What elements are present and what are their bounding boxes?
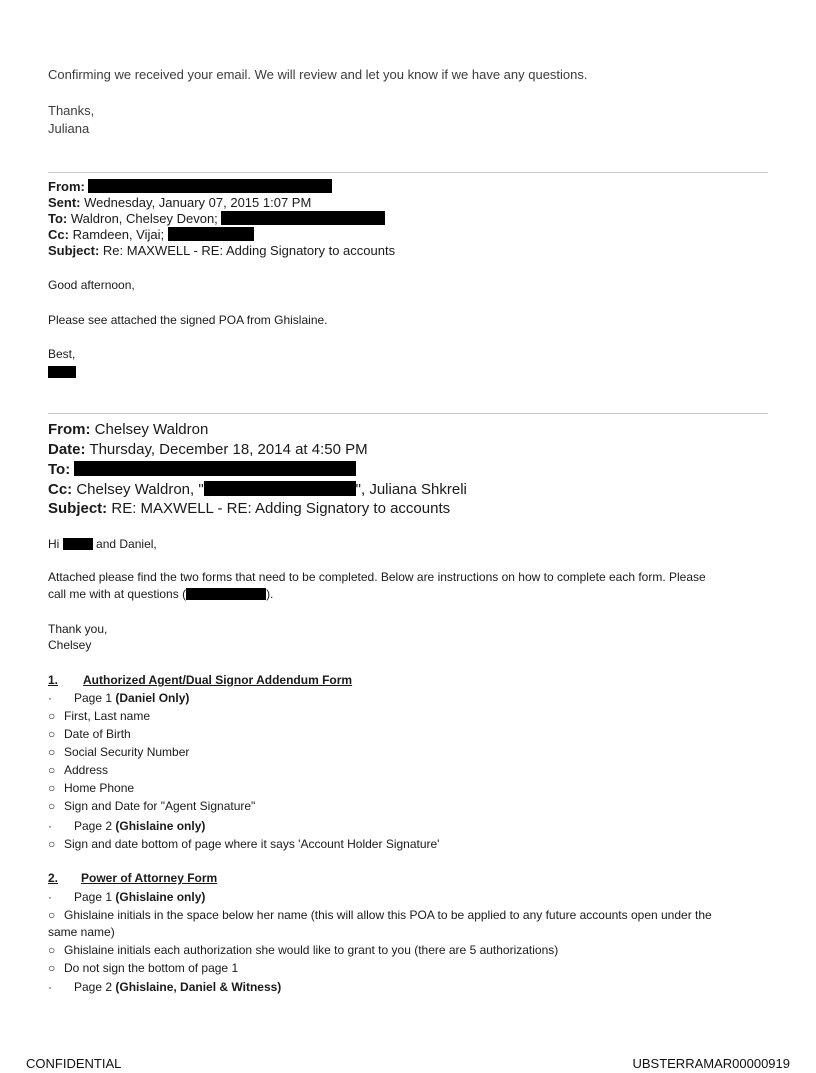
email2-from — [48, 420, 208, 439]
item-text: Sign and Date for "Agent Signature" — [64, 799, 256, 813]
page-label: Page 2 — [74, 980, 116, 994]
bullet-circle: ○ — [48, 837, 56, 851]
redaction — [88, 179, 332, 193]
section2-number: 2. — [48, 871, 59, 885]
redaction — [221, 211, 385, 225]
email2-signature: Chelsey — [48, 638, 92, 652]
to-value: Waldron, Chelsey Devon; — [70, 211, 218, 226]
list-item — [48, 708, 150, 724]
date-label: Date: — [48, 441, 86, 458]
from-label: From: — [48, 179, 85, 194]
redaction — [186, 588, 266, 600]
item-text: Sign and date bottom of page where it says 'Account Holder Signature' — [64, 837, 440, 851]
bullet-dot: · — [48, 890, 52, 904]
bullet-circle: ○ — [48, 799, 56, 813]
footer-bates-number: UBSTERRAMAR00000919 — [632, 1056, 790, 1071]
cc-value-pre: Chelsey Waldron, " — [76, 481, 204, 498]
from-value: Chelsey Waldron — [94, 421, 209, 438]
to-label: To: — [48, 461, 71, 478]
item-text: Do not sign the bottom of page 1 — [64, 961, 239, 975]
email1-cc — [48, 226, 254, 243]
item-text: Address — [64, 763, 109, 777]
section2-title: Power of Attorney Form — [81, 871, 218, 885]
list-item — [48, 780, 134, 796]
list-item — [48, 942, 558, 958]
email1-sent — [48, 194, 311, 211]
sent-label: Sent: — [48, 195, 81, 210]
section2-page2 — [48, 979, 281, 995]
section2-page1 — [48, 889, 205, 905]
item-text: First, Last name — [64, 709, 151, 723]
item-text: Ghislaine initials in the space below her name (this will allow this POA to be applied to any future accounts open under the — [64, 908, 712, 922]
email1-subject — [48, 242, 395, 259]
page-bold: (Ghislaine only) — [115, 890, 206, 904]
cc-value: Ramdeen, Vijai; — [72, 227, 165, 242]
redaction — [63, 538, 93, 550]
greeting-post: and Daniel, — [96, 537, 157, 551]
redaction — [74, 461, 356, 476]
email2-thanks: Thank you, — [48, 622, 108, 636]
email1-to — [48, 210, 385, 227]
list-item — [48, 762, 108, 778]
list-item — [48, 744, 189, 760]
email2-to — [48, 460, 356, 479]
section1-title: Authorized Agent/Dual Signor Addendum Form — [83, 673, 353, 687]
from-label: From: — [48, 421, 91, 438]
email2-cc — [48, 480, 467, 499]
item-text: Home Phone — [64, 781, 135, 795]
subject-value: RE: MAXWELL - RE: Adding Signatory to accounts — [111, 500, 451, 517]
intro-thanks: Thanks, — [48, 103, 95, 118]
page-label: Page 1 — [74, 691, 116, 705]
cc-value-post: ", Juliana Shkreli — [355, 481, 467, 498]
sent-value: Wednesday, January 07, 2015 1:07 PM — [84, 195, 312, 210]
page-bold: (Ghislaine only) — [115, 819, 206, 833]
subject-label: Subject: — [48, 243, 100, 258]
body-pre: call me with at questions ( — [48, 587, 187, 601]
page-label: Page 1 — [74, 890, 116, 904]
subject-value: Re: MAXWELL - RE: Adding Signatory to accounts — [102, 243, 396, 258]
page-bold: (Daniel Only) — [115, 691, 190, 705]
list-item-continued: same name) — [48, 925, 115, 939]
divider — [48, 413, 768, 414]
redaction — [204, 481, 356, 496]
email2-body-line2 — [48, 586, 273, 602]
page-bold: (Ghislaine, Daniel & Witness) — [115, 980, 282, 994]
email2-subject — [48, 499, 450, 518]
item-text: Ghislaine initials each authorization she would like to grant to you (there are 5 authorizations) — [64, 943, 559, 957]
bullet-circle: ○ — [48, 727, 56, 741]
section1-page1 — [48, 690, 189, 706]
redaction — [168, 227, 254, 241]
list-item — [48, 798, 255, 814]
bullet-circle: ○ — [48, 745, 56, 759]
email2-greeting — [48, 536, 157, 552]
bullet-circle: ○ — [48, 781, 56, 795]
intro-line: Confirming we received your email. We will review and let you know if we have any questions. — [48, 67, 588, 82]
section2-heading — [48, 870, 217, 886]
bullet-dot: · — [48, 980, 52, 994]
bullet-circle: ○ — [48, 943, 56, 957]
intro-name: Juliana — [48, 121, 90, 136]
list-item — [48, 907, 712, 923]
list-item — [48, 960, 238, 976]
body-post: ). — [266, 587, 274, 601]
email1-from — [48, 178, 332, 195]
page-label: Page 2 — [74, 819, 116, 833]
bullet-dot: · — [48, 819, 52, 833]
bullet-dot: · — [48, 691, 52, 705]
item-text: Social Security Number — [64, 745, 190, 759]
section1-heading — [48, 672, 352, 688]
section1-number: 1. — [48, 673, 59, 687]
bullet-circle: ○ — [48, 709, 56, 723]
divider — [48, 172, 768, 173]
cc-label: Cc: — [48, 481, 73, 498]
list-item — [48, 726, 131, 742]
to-label: To: — [48, 211, 68, 226]
bullet-circle: ○ — [48, 961, 56, 975]
greeting-pre: Hi — [48, 537, 60, 551]
cc-label: Cc: — [48, 227, 69, 242]
item-text: Date of Birth — [64, 727, 131, 741]
email2-body-line1: Attached please find the two forms that need to be completed. Below are instructions on how to complete each form. Please — [48, 570, 706, 584]
bullet-circle: ○ — [48, 763, 56, 777]
bullet-circle: ○ — [48, 908, 56, 922]
footer-confidential: CONFIDENTIAL — [26, 1056, 122, 1071]
redaction — [48, 366, 76, 378]
date-value: Thursday, December 18, 2014 at 4:50 PM — [89, 441, 368, 458]
list-item — [48, 836, 439, 852]
subject-label: Subject: — [48, 500, 108, 517]
section1-page2 — [48, 818, 205, 834]
email1-body: Please see attached the signed POA from Ghislaine. — [48, 313, 328, 327]
email1-greeting: Good afternoon, — [48, 278, 135, 292]
email1-closing: Best, — [48, 347, 76, 361]
email2-date — [48, 440, 368, 459]
